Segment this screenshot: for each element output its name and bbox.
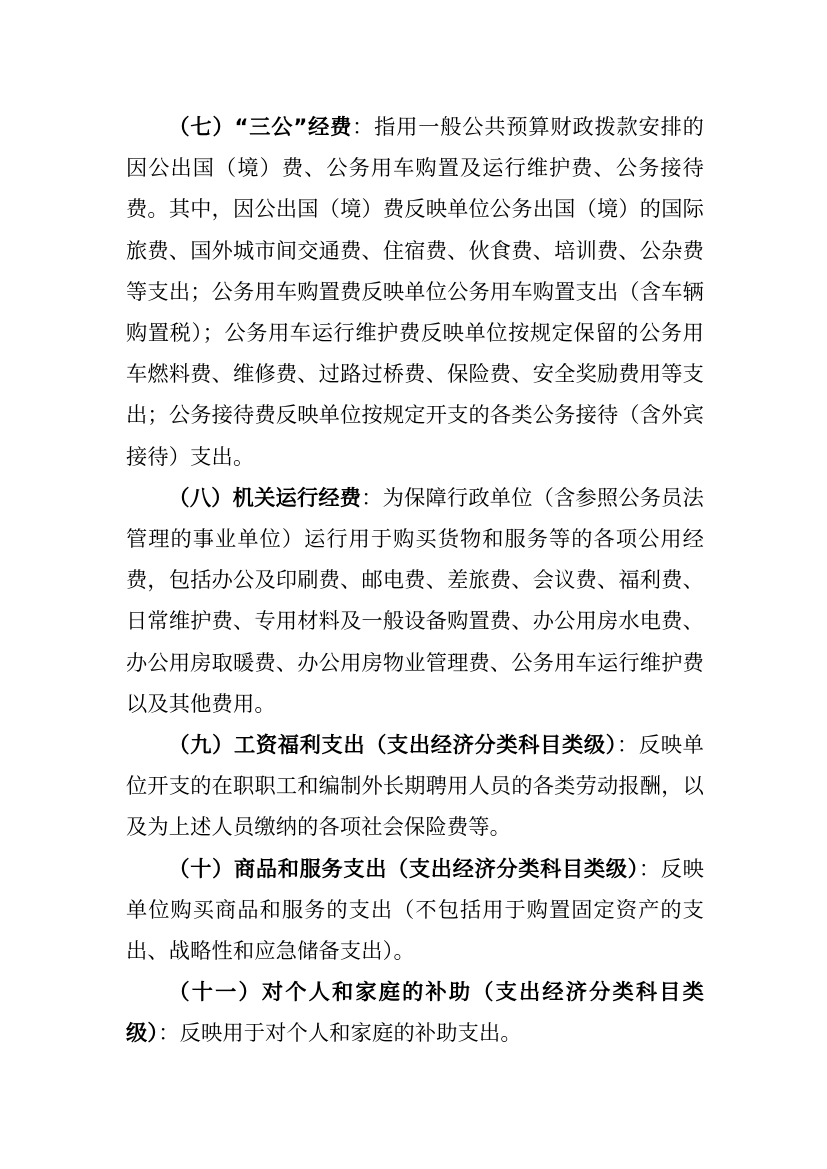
paragraph-heading: （十）商品和服务支出（支出经济分类科目类级） xyxy=(168,855,639,881)
paragraph-heading: （九）工资福利支出（支出经济分类科目类级） xyxy=(168,732,617,758)
paragraph-heading: （十一）对个人和家庭的补助（支出经济分类科目类级） xyxy=(126,979,704,1046)
paragraph-agency-operating-funds xyxy=(126,477,704,724)
paragraph-san-gong-funds xyxy=(126,106,704,477)
paragraph-body: ：反映单位购买商品和服务的支出（不包括用于购置固定资产的支出、战略性和应急储备支出）。 xyxy=(126,855,704,964)
document-page xyxy=(126,106,704,1054)
paragraph-body: ：反映单位开支的在职职工和编制外长期聘用人员的各类劳动报酬，以及为上述人员缴纳的各项社会保险费等。 xyxy=(126,732,704,840)
paragraph-salary-welfare xyxy=(126,724,704,848)
paragraph-goods-services xyxy=(126,848,704,972)
paragraph-body: ：为保障行政单位（含参照公务员法管理的事业单位）运行用于购买货物和服务等的各项公用经费，包括办公及印刷费、邮电费、差旅费、会议费、福利费、日常维护费、专用材料及一般设备购置费、办公用房水电费、办公用房取暖费、办公用房物业管理费、公务用车运行维护费以及其他费用。 xyxy=(126,484,704,716)
paragraph-heading: （七）“三公”经费 xyxy=(168,114,353,139)
paragraph-body: ：指用一般公共预算财政拨款安排的因公出国（境）费、公务用车购置及运行维护费、公务接待费。其中，因公出国（境）费反映单位公务出国（境）的国际旅费、国外城市间交通费、住宿费、伙食费、培训费、公杂费等支出；公务用车购置费反映单位公务用车购置支出（含车辆购置税）；公务用车运行维护费反映单位按规定保留的公务用车燃料费、维修费、过路过桥费、保险费、安全奖励费用等支出；公务接待费反映单位按规定开支的各类公务接待（含外宾接待）支出。 xyxy=(126,114,705,469)
paragraph-heading: （八）机关运行经费 xyxy=(168,484,362,510)
paragraph-body: ：反映用于对个人和家庭的补助支出。 xyxy=(158,1020,522,1046)
paragraph-household-subsidy xyxy=(126,971,704,1053)
